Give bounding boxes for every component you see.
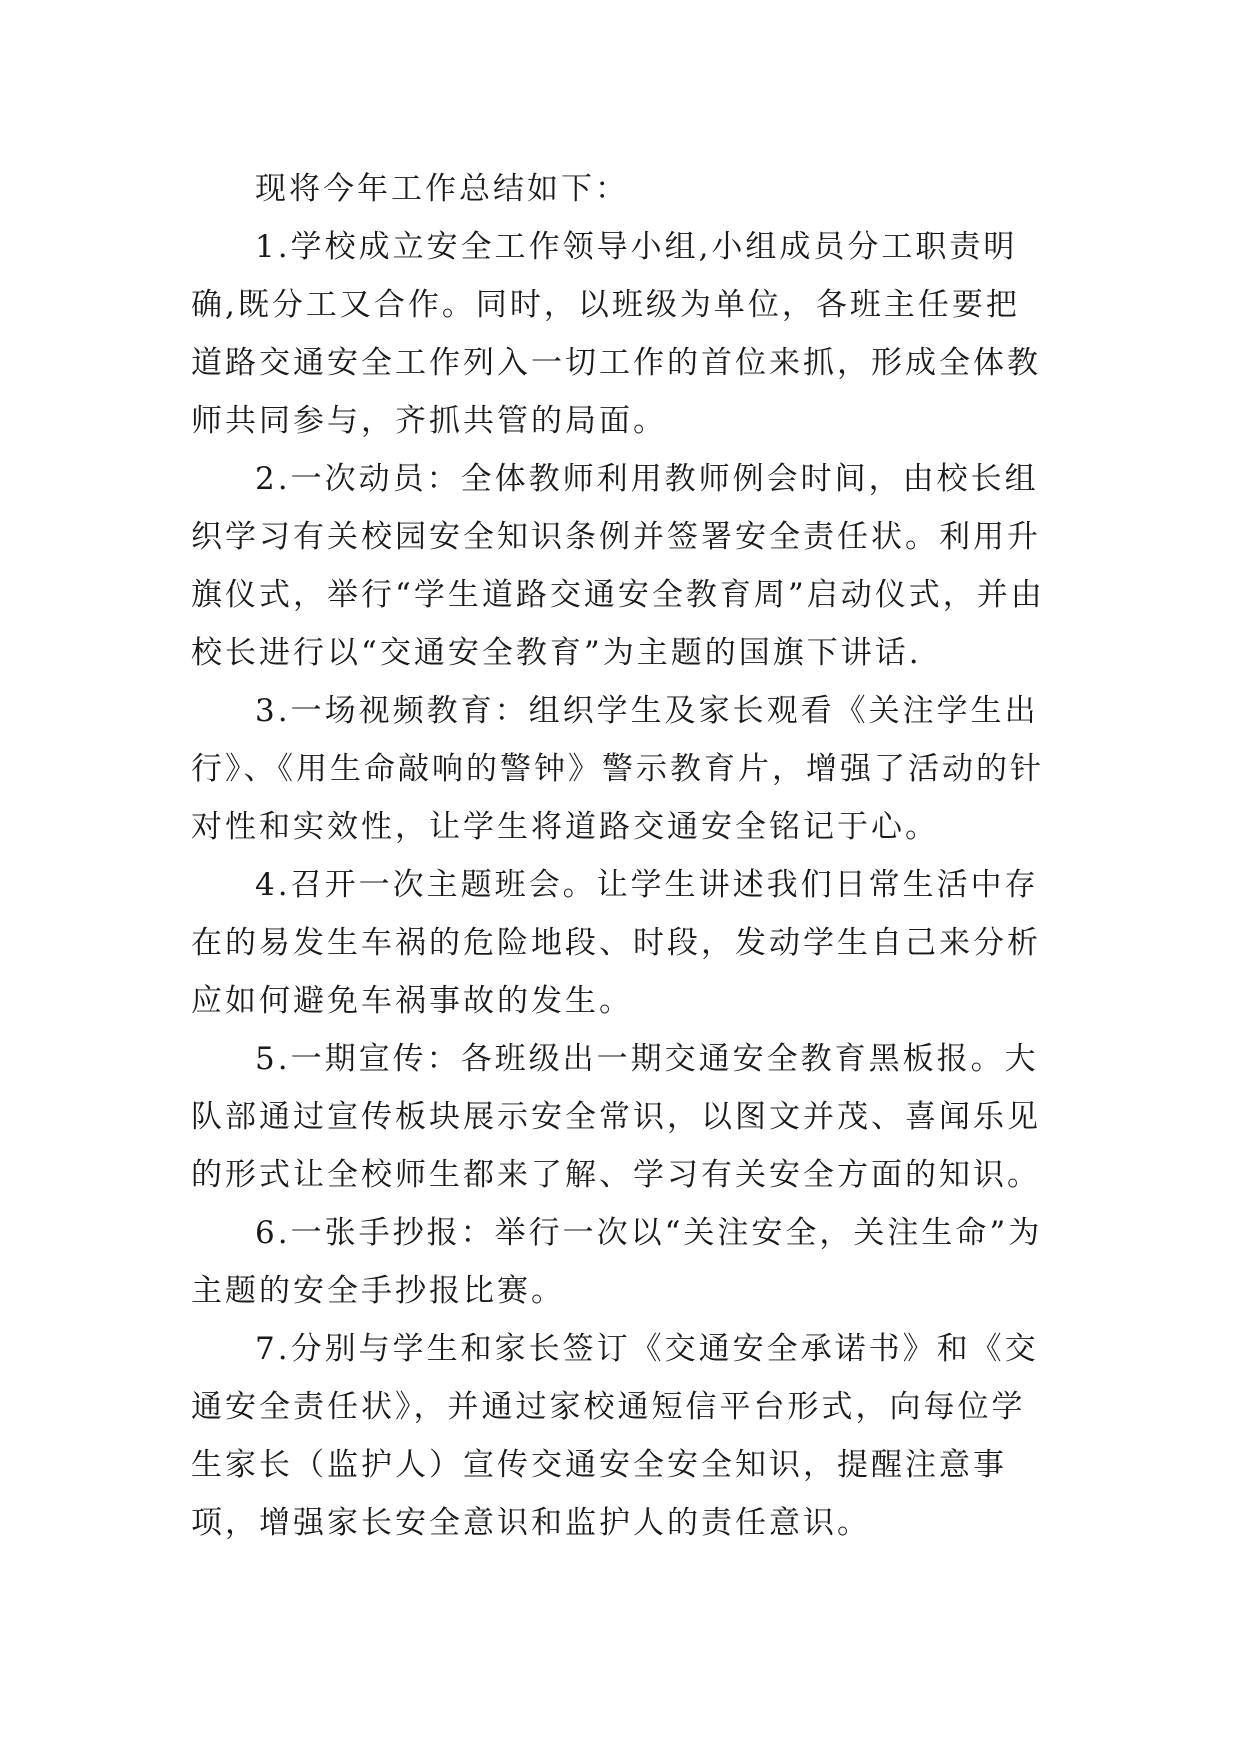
summary-item-6: 6.一张手抄报：举行一次以“关注安全，关注生命”为主题的安全手抄报比赛。	[191, 1215, 1043, 1309]
summary-item-4: 4.召开一次主题班会。让学生讲述我们日常生活中存在的易发生车祸的危险地段、时段，发动学生自己来分析应如何避免车祸事故的发生。	[191, 867, 1041, 1019]
document-body	[191, 160, 1051, 1552]
summary-item-5: 5.一期宣传：各班级出一期交通安全教育黑板报。大队部通过宣传板块展示安全常识，以图文并茂、喜闻乐见的形式让全校师生都来了解、学习有关安全方面的知识。	[191, 1041, 1041, 1193]
summary-item-3: 3.一场视频教育：组织学生及家长观看《关注学生出行》、《用生命敲响的警钟》警示教育片，增强了活动的针对性和实效性，让学生将道路交通安全铭记于心。	[191, 693, 1044, 845]
intro-paragraph: 现将今年工作总结如下：	[255, 171, 629, 207]
summary-item-7: 7.分别与学生和家长签订《交通安全承诺书》和《交通安全责任状》，并通过家校通短信平台形式，向每位学生家长（监护人）宣传交通安全安全知识，提醒注意事项，增强家长安全意识和监护人的责任意识。	[191, 1331, 1039, 1541]
summary-item-2: 2.一次动员：全体教师利用教师例会时间，由校长组织学习有关校园安全知识条例并签署安全责任状。利用升旗仪式，举行“学生道路交通安全教育周”启动仪式，并由校长进行以“交通安全教育”为主题的国旗下讲话.	[191, 461, 1045, 671]
summary-item-1: 1.学校成立安全工作领导小组,小组成员分工职责明确,既分工又合作。同时，以班级为单位，各班主任要把道路交通安全工作列入一切工作的首位来抓，形成全体教师共同参与，齐抓共管的局面。	[191, 229, 1041, 439]
